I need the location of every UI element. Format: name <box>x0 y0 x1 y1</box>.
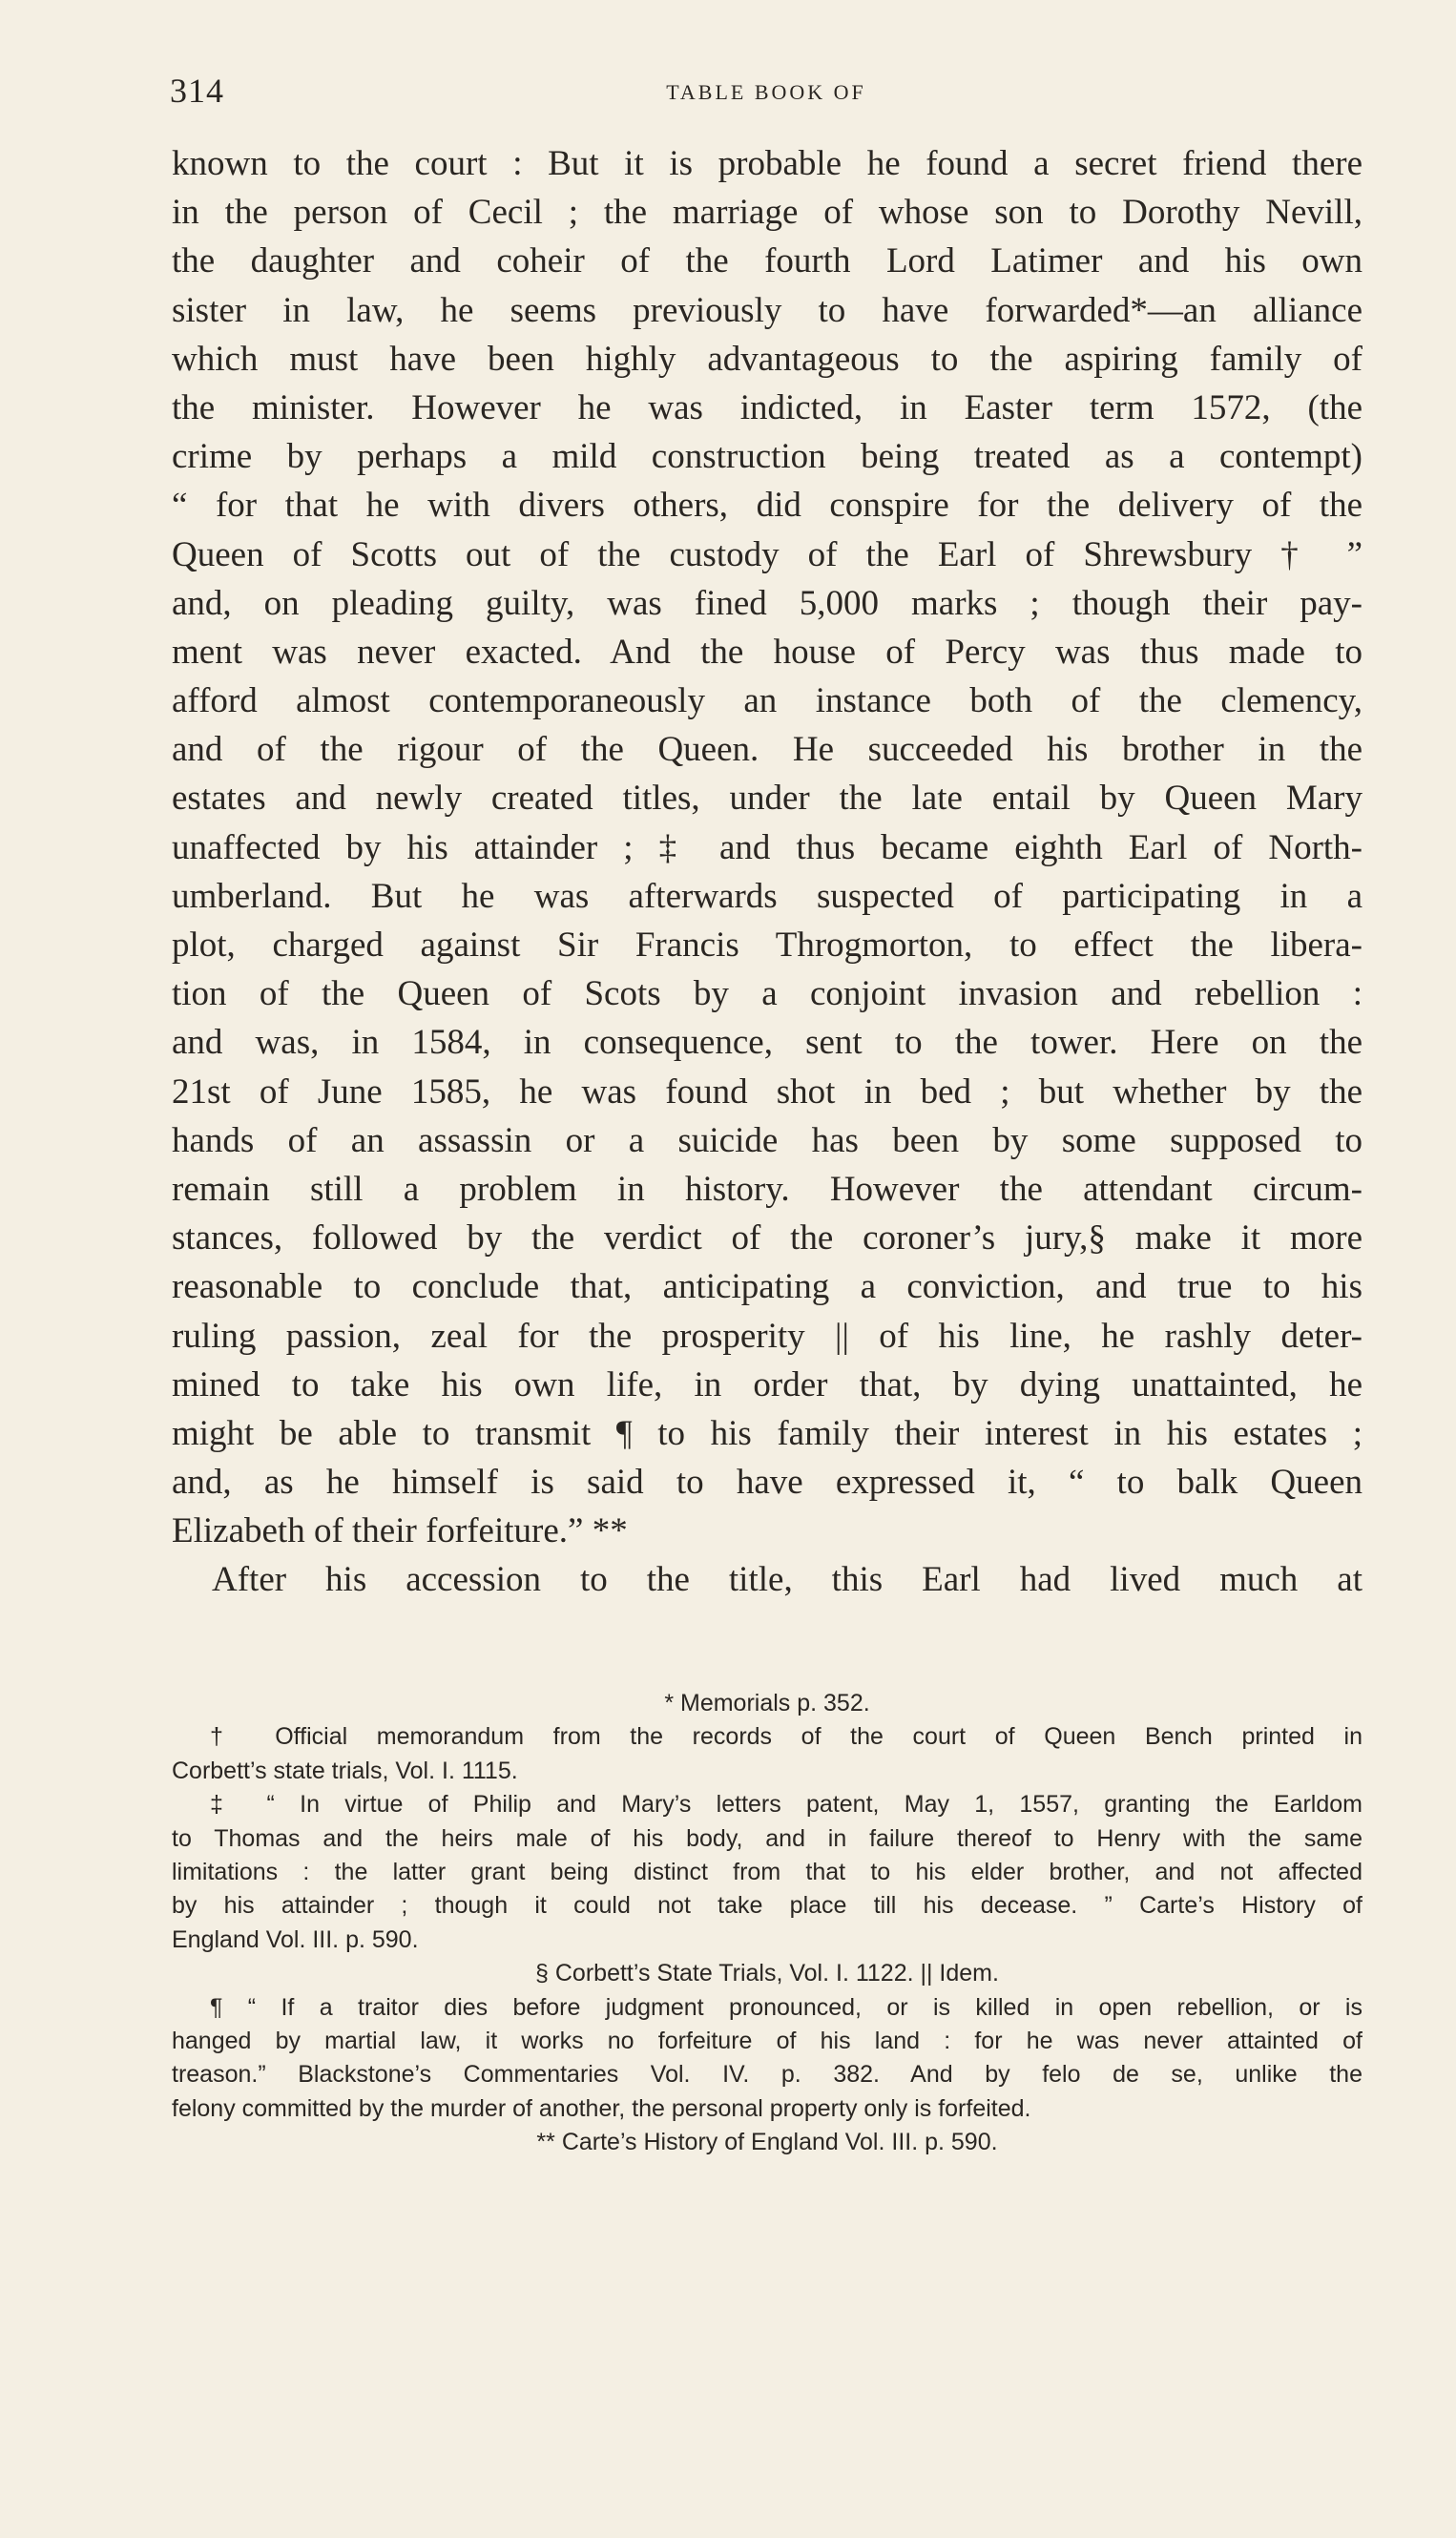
body-line: “ for that he with divers others, did conspire for the delivery of the <box>172 486 1362 526</box>
body-line: and was, in 1584, in consequence, sent to the tower. Here on the <box>172 1023 1362 1063</box>
body-line: known to the court : But it is probable he found a secret friend there <box>172 144 1362 183</box>
body-line: 21st of June 1585, he was found shot in bed ; but whether by the <box>172 1071 1362 1112</box>
footnotes <box>172 1687 1362 2159</box>
body-line: umberland. But he was afterwards suspected of participating in a <box>172 876 1362 916</box>
footnote-line: ** Carte’s History of England Vol. III. p. 590. <box>536 2129 998 2156</box>
body-text <box>172 139 1362 1605</box>
body-line: plot, charged against Sir Francis Throgmorton, to effect the libera- <box>172 926 1362 965</box>
footnote-line: treason.” Blackstone’s Commentaries Vol. IV. p. 382. And by felo de se, unlike the <box>172 2061 1362 2089</box>
body-line: mined to take his own life, in order that, by dying unattainted, he <box>172 1364 1362 1404</box>
body-line: the minister. However he was indicted, in Easter term 1572, (the <box>172 387 1362 427</box>
footnote-line: Corbett’s state trials, Vol. I. 1115. <box>172 1757 518 1784</box>
footnote-line: † Official memorandum from the records of the court of Queen Bench printed in <box>210 1723 1362 1751</box>
footnote-line: ‡ “ In virtue of Philip and Mary’s letters patent, May 1, 1557, granting the Earldom <box>210 1791 1362 1819</box>
body-line: the daughter and coheir of the fourth Lord Latimer and his own <box>172 241 1362 281</box>
body-line: estates and newly created titles, under the late entail by Queen Mary <box>172 779 1362 819</box>
footnote-line: limitations : the latter grant being distinct from that to his elder brother, and not affected <box>172 1858 1362 1885</box>
footnote-line: ¶ “ If a traitor dies before judgment pronounced, or is killed in open rebellion, or is <box>210 1993 1362 2021</box>
body-line: and of the rigour of the Queen. He succeeded his brother in the <box>172 730 1362 770</box>
running-head <box>170 71 1362 109</box>
body-line: stances, followed by the verdict of the coroner’s jury,§ make it more <box>172 1218 1362 1259</box>
running-title: TABLE BOOK OF <box>666 80 866 104</box>
body-line: afford almost contemporaneously an instance both of the clemency, <box>172 681 1362 721</box>
body-line: remain still a problem in history. However the attendant circum- <box>172 1169 1362 1209</box>
page-number: 314 <box>170 72 224 110</box>
footnote-line: by his attainder ; though it could not take place till his decease. ” Carte’s History of <box>172 1892 1362 1920</box>
body-line: ruling passion, zeal for the prosperity || of his line, he rashly deter- <box>172 1316 1362 1356</box>
body-line: ment was never exacted. And the house of Percy was thus made to <box>172 632 1362 672</box>
footnote-line: § Corbett’s State Trials, Vol. I. 1122. || Idem. <box>535 1960 999 1987</box>
body-line: crime by perhaps a mild construction being treated as a contempt) <box>172 437 1362 477</box>
body-line: unaffected by his attainder ; ‡ and thus became eighth Earl of North- <box>172 827 1362 867</box>
footnote-line: felony committed by the murder of another, the personal property only is forfeited. <box>172 2094 1031 2122</box>
body-line: which must have been highly advantageous to the aspiring family of <box>172 339 1362 379</box>
body-line: and, on pleading guilty, was fined 5,000 marks ; though their pay- <box>172 583 1362 623</box>
body-line: reasonable to conclude that, anticipating a conviction, and true to his <box>172 1267 1362 1307</box>
body-line: After his accession to the title, this Earl had lived much at <box>212 1560 1362 1600</box>
body-line: Queen of Scotts out of the custody of the Earl of Shrewsbury † ” <box>172 534 1362 574</box>
body-line: and, as he himself is said to have expressed it, “ to balk Queen <box>172 1463 1362 1503</box>
body-line: sister in law, he seems previously to have forwarded*—an alliance <box>172 290 1362 330</box>
body-line: hands of an assassin or a suicide has been by some supposed to <box>172 1120 1362 1160</box>
footnote-line: England Vol. III. p. 590. <box>172 1925 419 1953</box>
footnote-line: * Memorials p. 352. <box>664 1690 870 1716</box>
body-line: Elizabeth of their forfeiture.” ** <box>172 1511 628 1551</box>
footnote-line: to Thomas and the heirs male of his body, and in failure thereof to Henry with the same <box>172 1824 1362 1852</box>
body-line: might be able to transmit ¶ to his family their interest in his estates ; <box>172 1413 1362 1453</box>
body-line: in the person of Cecil ; the marriage of whose son to Dorothy Nevill, <box>172 193 1362 233</box>
body-line: tion of the Queen of Scots by a conjoint invasion and rebellion : <box>172 974 1362 1014</box>
footnote-line: hanged by martial law, it works no forfeiture of his land : for he was never attainted of <box>172 2027 1362 2054</box>
